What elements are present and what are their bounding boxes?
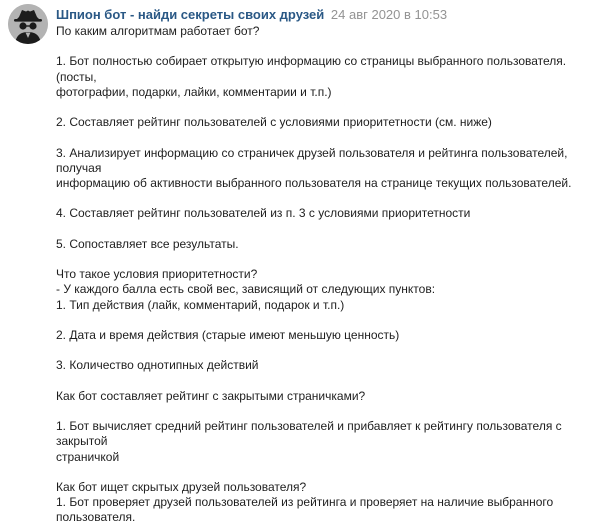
message-line: 2. Составляет рейтинг пользователей с условиями приоритетности (см. ниже) [56, 115, 492, 130]
blank-line [56, 100, 592, 115]
message-line: 1. Бот вычисляет средний рейтинг пользователей и прибавляет к рейтингу пользователя с закрытой [56, 419, 562, 449]
blank-line [56, 252, 592, 267]
avatar[interactable] [8, 4, 48, 44]
author-name[interactable]: Шпион бот - найди секреты своих друзей [56, 7, 325, 22]
message-line: страничкой [56, 449, 120, 464]
message-header [56, 7, 447, 23]
blank-line [56, 191, 592, 206]
message-line: 3. Анализирует информацию со страничек друзей пользователя и рейтинга пользователей, получая [56, 145, 568, 175]
message-line: 5. Сопоставляет все результаты. [56, 236, 239, 251]
message-line: 1. Бот полностью собирает открытую информацию со страницы выбранного пользователя. (посты, [56, 54, 567, 84]
message-date[interactable]: 24 авг 2020 в 10:53 [330, 7, 448, 22]
blank-line [56, 404, 592, 419]
blank-line [56, 374, 592, 389]
message-line: 4. Составляет рейтинг пользователей из п. 3 с условиями приоритетности [56, 206, 471, 221]
blank-line [56, 130, 592, 145]
blank-line [56, 222, 592, 237]
message-line: Что такое условия приоритетности? [56, 267, 258, 282]
spy-incognito-icon [8, 4, 48, 44]
message-line: 1. Бот проверяет друзей пользователей из рейтинга и проверяет на наличие выбранного пользователя. [56, 495, 554, 525]
message-line: 2. Дата и время действия (старые имеют меньшую ценность) [56, 327, 400, 342]
message-line: фотографии, подарки, лайки, комментарии и т.п.) [56, 84, 332, 99]
message-line: По каким алгоритмам работает бот? [56, 24, 260, 38]
blank-line [56, 39, 592, 54]
message-line: Как бот составляет рейтинг с закрытыми страничками? [56, 388, 366, 403]
blank-line [56, 313, 592, 328]
message-line: 1. Тип действия (лайк, комментарий, подарок и т.п.) [56, 297, 345, 312]
message-line: информацию об активности выбранного пользователя на странице текущих пользователей. [56, 175, 572, 190]
blank-line [56, 343, 592, 358]
message-line: Как бот ищет скрытых друзей пользователя? [56, 479, 307, 494]
message-text [56, 24, 592, 526]
message-line: - У каждого балла есть свой вес, зависящий от следующих пунктов: [56, 282, 436, 297]
blank-line [56, 465, 592, 480]
message-line: 3. Количество однотипных действий [56, 358, 259, 373]
